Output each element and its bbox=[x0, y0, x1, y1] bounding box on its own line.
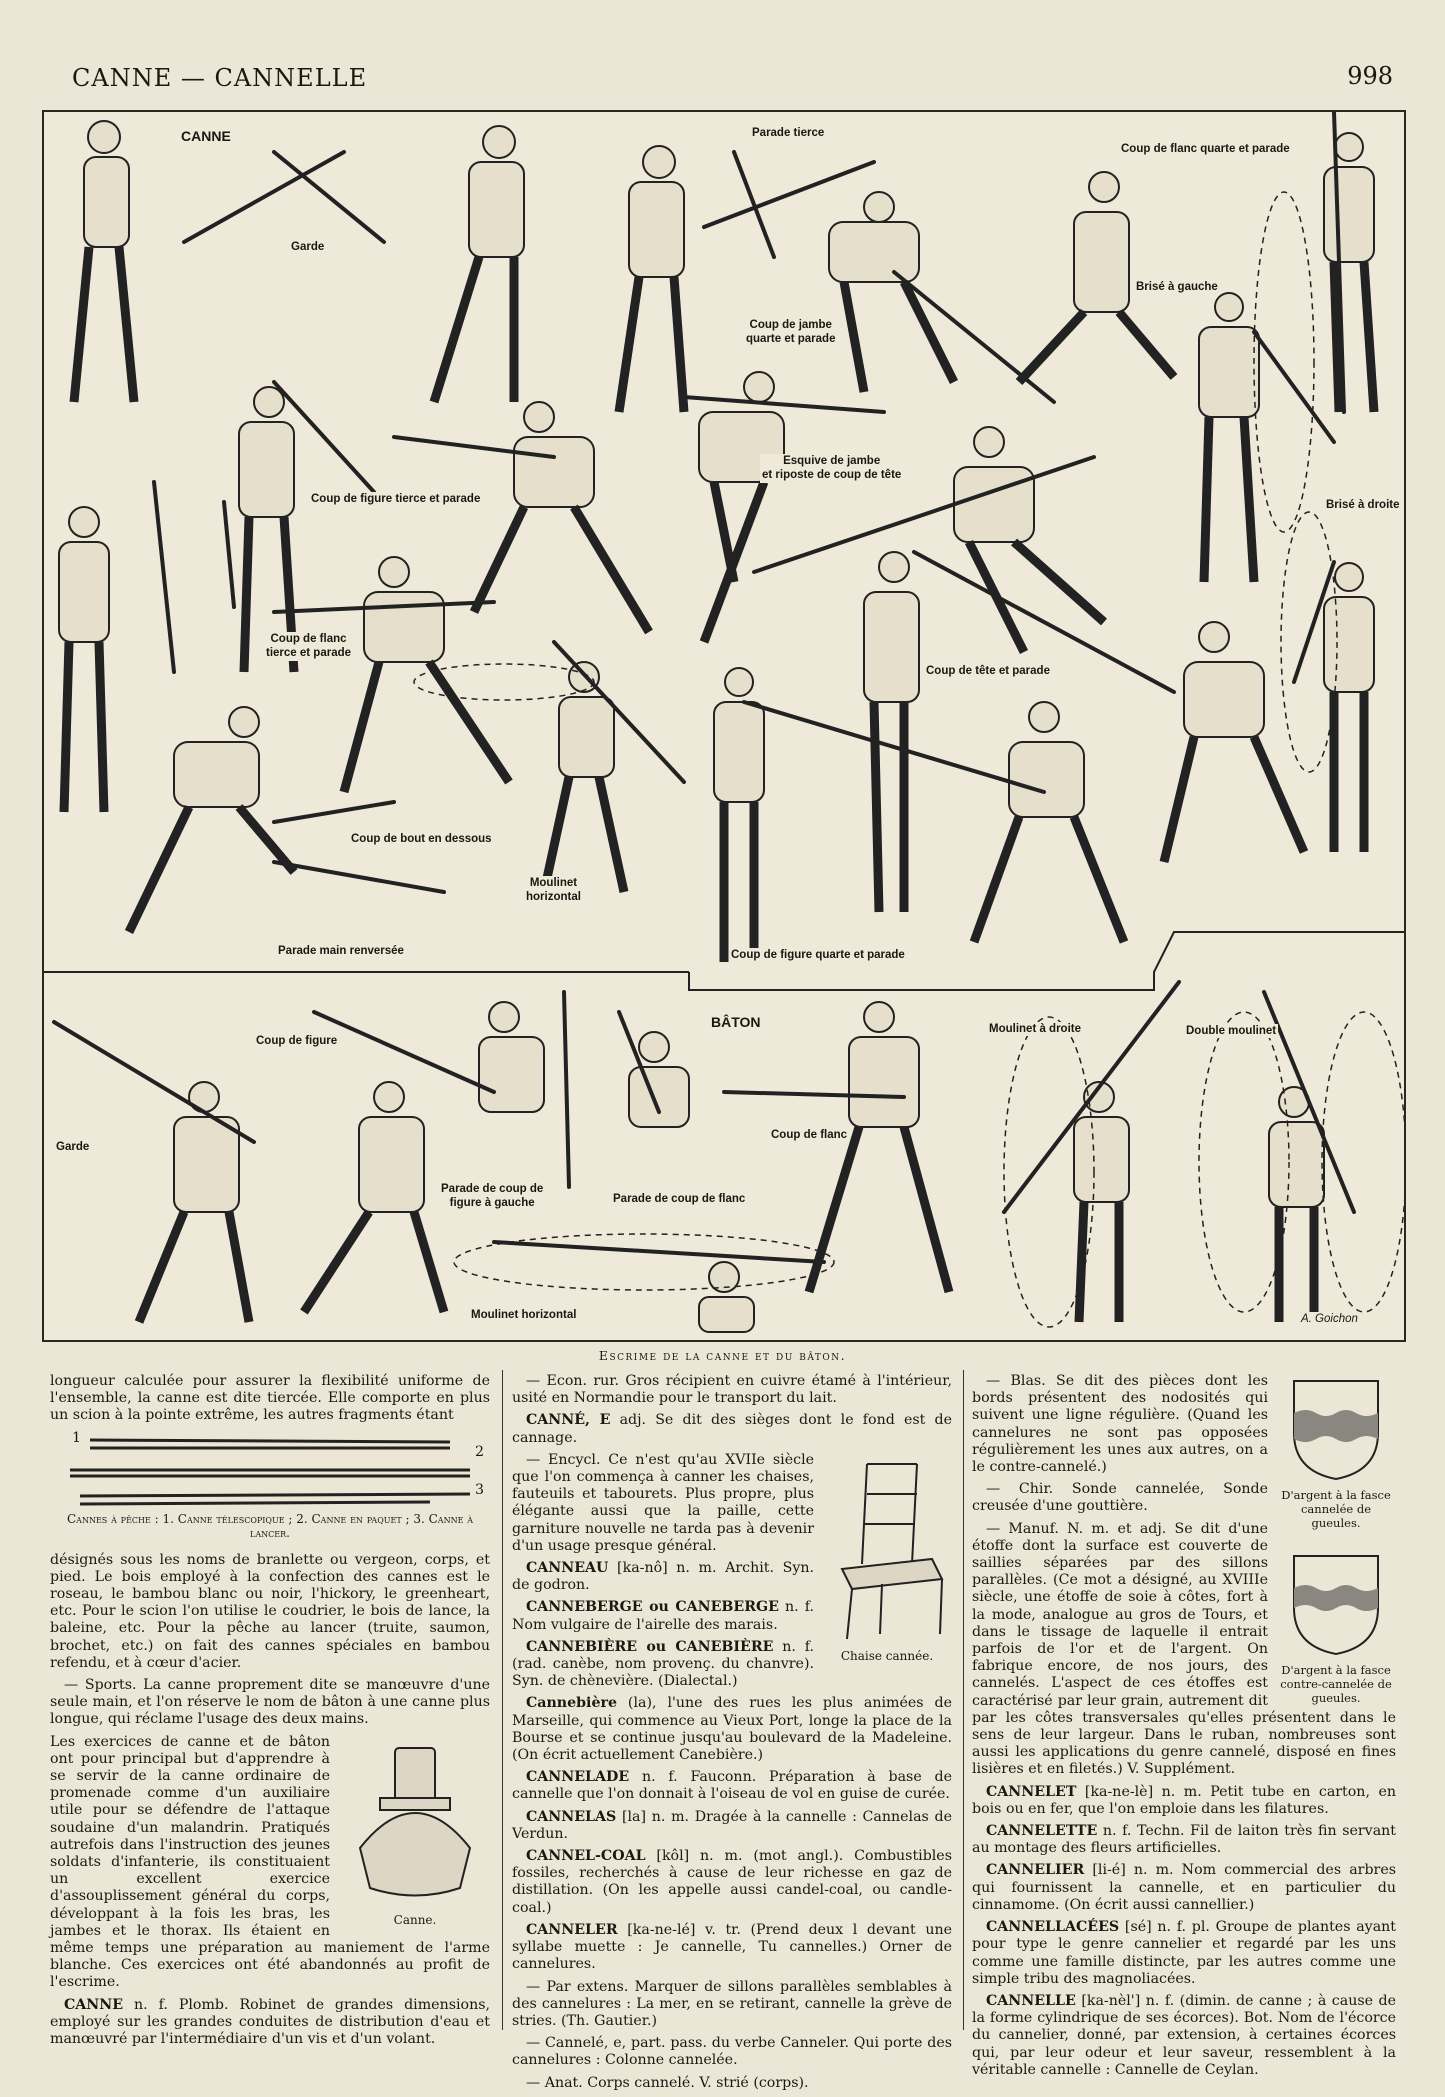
col2-paragraph-6: n. f. (rad. canèbe, nom provenç. du chanvre). Syn. de chènevière. (Dialectal.) bbox=[512, 1638, 814, 1690]
label-garde: Garde bbox=[291, 241, 325, 253]
column-rule-1 bbox=[502, 1370, 503, 2030]
label-coup-bout: Coup de bout en dessous bbox=[351, 833, 492, 845]
label-moulinet-droite: Moulinet à droite bbox=[989, 1023, 1081, 1035]
rod-number-3: 3 bbox=[475, 1481, 485, 1498]
col1-paragraph-1: longueur calculée pour assurer la flexibilité uniforme de l'ensemble, la canne est dite tiercée. Elle comporte en plus un scion à la pointe extrême, les autres fragments étant bbox=[50, 1373, 490, 1424]
col3-paragraph-8: [ka-nèl'] n. f. (dimin. de canne ; à cause de la forme cylindrique de ses écorces). Bot. Nom de l'écorce du cannelier, donné, par extension, à certaines écorces qui, par leur odeur et leur saveur, ressemblent à la véritable cannelle : Cannelle de Ceylan. bbox=[972, 1992, 1396, 2078]
entry-head-canneau: CANNEAU bbox=[526, 1560, 609, 1577]
col3-paragraph-3: — Manuf. N. m. et adj. Se dit d'une étoffe dont la surface est couverte de saillies séparées par des sillons parallèles. (Ce mot a désigné, au XVIIIe siècle, une étoffe de soie à côtes, fort à la mode, analogue au gros de Tours, et dans le tissage de laquelle il entrait parfois de l'or et de l'argent. On fabrique encore, de nos jours, des cannelés. L'aspect de ces étoffes est caractérisé par leur grain, autrement dit par les côtes transversales qu'elles présentent dans le sens de leur largeur. Dans le ruban, nombreuses sont aussi les applications du genre cannelé, disposé en fines lisières et en filetés.) V. Supplément. bbox=[972, 1520, 1396, 1778]
col1-paragraph-2: désignés sous les noms de branlette ou vergeon, corps, et pied. Le bois employé à la confection des cannes est le roseau, le bambou blanc ou noir, l'hickory, le greenheart, etc. Pour le scion l'on utilise le coudrier, le bois de lance, la baleine, etc. Pour la pêche au lancer (truite, saumon, brochet, etc.) on fait des cannes spéciales en bambou refendu, et à cœur d'acier. bbox=[50, 1551, 490, 1671]
chair-figure bbox=[822, 1454, 952, 1663]
fencing-figures-illustration bbox=[44, 112, 1404, 1340]
col2-paragraph-10: [kôl] n. m. (mot angl.). Combustibles fossiles, recherchés à cause de leur richesse en gaz de distillation. (On les appelle aussi candel-coal, ou candle-coal.) bbox=[512, 1848, 952, 1916]
fishing-rods-caption: Cannes à pêche : 1. Canne télescopique ; 2. Canne en paquet ; 3. Canne à lancer. bbox=[67, 1511, 473, 1540]
shield-1-caption: D'argent à la fasce cannelée de gueules. bbox=[1281, 1488, 1391, 1531]
label-coup-figure: Coup de figure bbox=[256, 1035, 338, 1047]
entry-head-canneberge: CANNEBERGE ou CANEBERGE bbox=[526, 1599, 779, 1616]
col2-paragraph-8: n. f. Fauconn. Préparation à base de cannelle que l'on donnait à l'oiseau de vol en guise de curée. bbox=[512, 1769, 952, 1803]
valve-caption: Canne. bbox=[393, 1912, 437, 1927]
label-coup-flanc: Coup de flanc bbox=[771, 1129, 848, 1141]
entry-head-cannelade: CANNELADE bbox=[526, 1769, 630, 1786]
label-coup-flanc-tierce: Coup de flanc tierce et parade bbox=[266, 633, 352, 660]
col2-paragraph-13: — Cannelé, e, part. pass. du verbe Canneler. Qui porte des cannelures : Colonne cannelée. bbox=[512, 2035, 952, 2069]
fishing-rods-figure bbox=[50, 1430, 490, 1512]
col3-paragraph-4: [ka-ne-lè] n. m. Petit tube en carton, en bois ou en fer, que l'on emploie dans les filatures. bbox=[972, 1783, 1396, 1817]
col3-paragraph-1: — Blas. Se dit des pièces dont les bords présentent des nodosités qui suivent une ligne régulière. (Quand les cannelures ne sont pas opposées régulièrement les unes aux autres, on a le contre-cannelé.) bbox=[972, 1373, 1268, 1476]
entry-head-cannebiere-rue: Cannebière bbox=[526, 1695, 617, 1712]
label-garde-baton: Garde bbox=[56, 1141, 90, 1153]
col3-paragraph-2: — Chir. Sonde cannelée, Sonde creusée d'une gouttière. bbox=[972, 1481, 1268, 1515]
col1-paragraph-5: n. f. Plomb. Robinet de grandes dimensions, employé sur les grandes conduites de distribution d'eau et manœuvré par l'intermédiaire d'un vis et d'un volant. bbox=[50, 1996, 490, 2048]
column-2 bbox=[512, 1373, 952, 2097]
artist-signature: A. Goichon bbox=[1301, 1313, 1358, 1325]
rod-number-2: 2 bbox=[475, 1443, 485, 1460]
shield-2-caption: D'argent à la fasce contre-cannelée de gueules. bbox=[1280, 1663, 1392, 1706]
entry-head-canne: CANNE bbox=[64, 1996, 124, 2013]
heraldry-figures bbox=[1276, 1373, 1396, 1705]
page-number: 998 bbox=[1347, 62, 1393, 90]
label-parade-figure-gauche: Parade de coup de figure à gauche bbox=[441, 1183, 544, 1210]
entry-head-cannelle: CANNELLE bbox=[986, 1992, 1076, 2009]
label-moulinet-horizontal-2: Moulinet horizontal bbox=[471, 1309, 577, 1321]
entry-head-cannellacees: CANNELLACÉES bbox=[986, 1919, 1120, 1936]
col2-paragraph-2: adj. Se dit des sièges dont le fond est de cannage. bbox=[512, 1412, 952, 1446]
col2-paragraph-7: (la), l'une des rues les plus animées de Marseille, qui commence au Vieux Port, longe la place de la Bourse et se continue jusqu'au boulevard de la Madeleine. (On écrit actuellement Canebière.) bbox=[512, 1695, 952, 1764]
rod-number-1: 1 bbox=[72, 1429, 82, 1446]
entry-head-cannelette: CANNELETTE bbox=[986, 1823, 1098, 1840]
col2-paragraph-4: [ka-nô] n. m. Archit. Syn. de godron. bbox=[512, 1560, 814, 1594]
col3-paragraph-7: [sé] n. f. pl. Groupe de plantes ayant pour type le genre cannelier et regardé par les uns comme une famille distincte, par les autres comme une simple tribu des magnoliacées. bbox=[972, 1919, 1396, 1987]
entry-head-cannelas: CANNELAS bbox=[526, 1808, 617, 1825]
fencing-plate bbox=[42, 110, 1406, 1342]
col2-paragraph-3: — Encycl. Ce n'est qu'au XVIIe siècle que l'on commença à canner les chaises, fauteuils et tabourets. Plus propre, plus élégante aussi que la paille, cette garniture nouvelle ne tarda pas à devenir d'un usage presque général. bbox=[512, 1451, 814, 1554]
label-coup-figure-tierce: Coup de figure tierce et parade bbox=[311, 493, 481, 505]
entry-head-cannebiere: CANNEBIÈRE ou CANEBIÈRE bbox=[526, 1638, 774, 1655]
col2-paragraph-14: — Anat. Corps cannelé. V. strié (corps). bbox=[526, 2074, 809, 2091]
col2-paragraph-9: [la] n. m. Dragée à la cannelle : Cannelas de Verdun. bbox=[512, 1808, 952, 1842]
col1-paragraph-3: — Sports. La canne proprement dite se manœuvre d'une seule main, et l'on réserve le nom de bâton à une canne plus longue, qui réclame l'usage des deux mains. bbox=[50, 1677, 490, 1728]
chair-caption: Chaise cannée. bbox=[840, 1649, 934, 1664]
col2-paragraph-12: — Par extens. Marquer de sillons parallèles semblables à des cannelures : La mer, en se retirant, cannelle la grève de stries. (Th. Gautier.) bbox=[512, 1978, 952, 2029]
label-baton-title: BÂTON bbox=[711, 1014, 761, 1030]
plate-caption: Escrime de la canne et du bâton. bbox=[598, 1348, 847, 1363]
label-parade-tierce: Parade tierce bbox=[752, 127, 825, 139]
entry-head-cannelet: CANNELET bbox=[986, 1783, 1077, 1800]
label-double-moulinet: Double moulinet bbox=[1186, 1025, 1277, 1037]
label-coup-figure-quarte: Coup de figure quarte et parade bbox=[731, 949, 905, 961]
column-1 bbox=[50, 1373, 490, 2053]
label-parade-main: Parade main renversée bbox=[278, 945, 404, 957]
label-brise-droite: Brisé à droite bbox=[1326, 499, 1400, 511]
column-3 bbox=[972, 1373, 1396, 2084]
valve-figure bbox=[340, 1738, 490, 1927]
col3-paragraph-5: n. f. Techn. Fil de laiton très fin servant au montage des fleurs artificielles. bbox=[972, 1823, 1396, 1857]
label-canne-title: CANNE bbox=[181, 128, 231, 144]
label-esquive: Esquive de jambe et riposte de coup de tête bbox=[762, 455, 902, 482]
label-coup-tete: Coup de tête et parade bbox=[926, 665, 1050, 677]
col2-paragraph-1: — Econ. rur. Gros récipient en cuivre étamé à l'intérieur, usité en Normandie pour le transport du lait. bbox=[512, 1373, 952, 1407]
col3-paragraph-6: [li-é] n. m. Nom commercial des arbres qui fournissent la cannelle, et en particulier du cinnamome. (On écrit aussi cannellier.) bbox=[972, 1862, 1396, 1913]
entry-head-canneler: CANNELER bbox=[526, 1921, 618, 1938]
entry-head-canne-adj: CANNÉ, E bbox=[526, 1412, 611, 1429]
entry-head-cannel-coal: CANNEL-COAL bbox=[526, 1848, 646, 1865]
col2-paragraph-11: [ka-ne-lé] v. tr. (Prend deux l devant une syllabe muette : Je cannelle, Tu cannelles.) Orner de cannelures. bbox=[512, 1921, 952, 1973]
running-head: CANNE — CANNELLE bbox=[72, 64, 368, 92]
label-parade-flanc: Parade de coup de flanc bbox=[613, 1193, 746, 1205]
label-moulinet-horizontal-1: Moulinet horizontal bbox=[526, 877, 581, 904]
label-coup-jambe: Coup de jambe quarte et parade bbox=[746, 319, 836, 346]
entry-head-cannelier: CANNELIER bbox=[986, 1862, 1085, 1879]
col1-paragraph-4: Les exercices de canne et de bâton ont pour principal but d'apprendre à se servir de la canne ordinaire de promenade comme d'un auxiliaire utile pour se défendre de l'attaque soudaine d'un malandrin. Pratiqués autrefois dans l'instruction des jeunes soldats d'infanterie, ils constituaient un excellent exercice d'assouplissement général du corps, développant à la fois les bras, les jambes et le thorax. Ils étaient en même temps une préparation au maniement de l'arme blanche. Ces exercices ont été abandonnés au profit de l'escrime. bbox=[50, 1733, 490, 1991]
col2-paragraph-5: n. f. Nom vulgaire de l'airelle des marais. bbox=[512, 1599, 815, 1633]
column-rule-2 bbox=[963, 1370, 964, 2030]
label-coup-flanc-quarte: Coup de flanc quarte et parade bbox=[1121, 143, 1290, 155]
label-brise-gauche: Brisé à gauche bbox=[1136, 281, 1218, 293]
